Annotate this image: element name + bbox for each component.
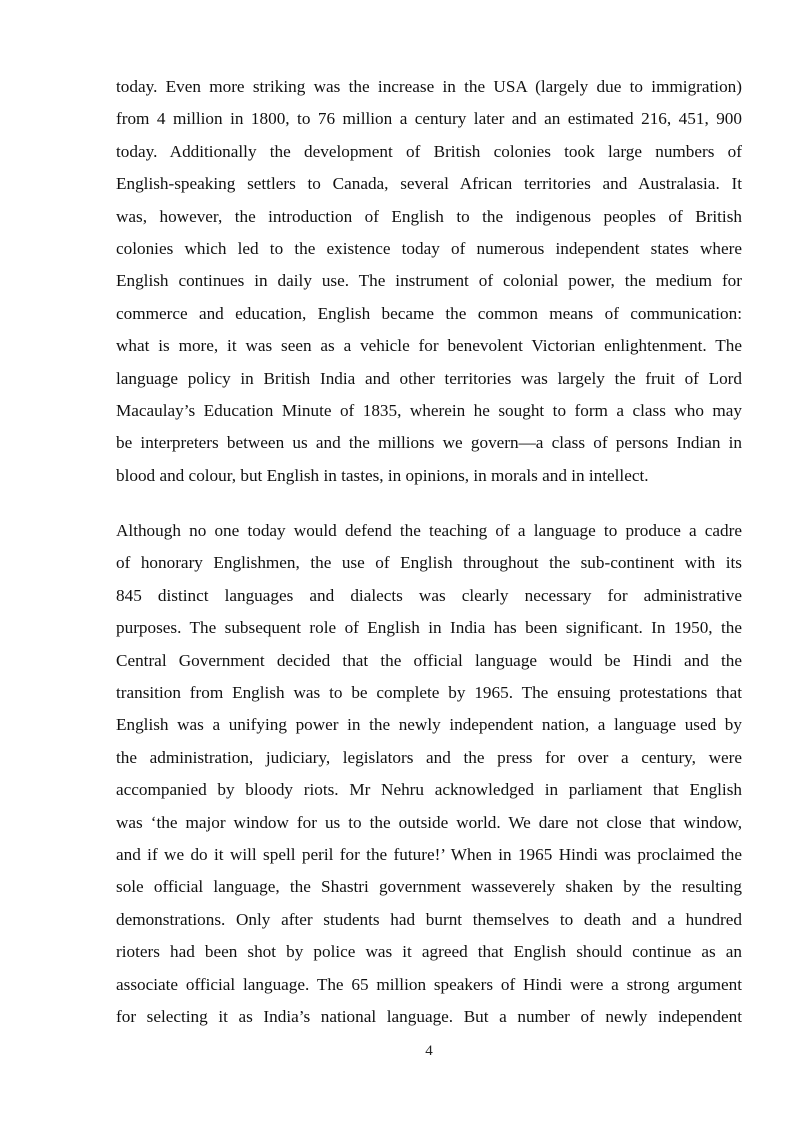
text-line: was, however, the introduction of English to the indigenous peoples of British — [116, 206, 742, 226]
paragraph-1 — [116, 71, 742, 492]
text-line: rioters had been shot by police was it agreed that English should continue as an — [116, 942, 742, 962]
text-line: transition from English was to be complete by 1965. The ensuing protestations that — [116, 683, 742, 703]
text-line: be interpreters between us and the millions we govern—a class of persons Indian in — [116, 433, 742, 453]
text-line: 845 distinct languages and dialects was clearly necessary for administrative — [116, 585, 742, 605]
paragraph-2 — [116, 515, 742, 1034]
text-line: sole official language, the Shastri government wasseverely shaken by the resulting — [116, 877, 742, 897]
text-line: and if we do it will spell peril for the future!’ When in 1965 Hindi was proclaimed the — [116, 845, 742, 865]
text-line: English-speaking settlers to Canada, several African territories and Australasia. It — [116, 174, 742, 194]
text-line: language policy in British India and other territories was largely the fruit of Lord — [116, 368, 742, 388]
text-line: the administration, judiciary, legislators and the press for over a century, were — [116, 747, 742, 767]
text-line: Although no one today would defend the teaching of a language to produce a cadre — [116, 521, 742, 540]
text-line: what is more, it was seen as a vehicle for benevolent Victorian enlightenment. The — [116, 336, 742, 356]
text-line: purposes. The subsequent role of English in India has been significant. In 1950, the — [116, 618, 742, 638]
text-line: colonies which led to the existence today of numerous independent states where — [116, 239, 742, 259]
text-line: of honorary Englishmen, the use of English throughout the sub-continent with its — [116, 553, 742, 573]
text-line: from 4 million in 1800, to 76 million a century later and an estimated 216, 451, 900 — [116, 109, 742, 129]
text-line: commerce and education, English became the common means of communication: — [116, 303, 742, 323]
text-line: today. Even more striking was the increase in the USA (largely due to immigration) — [116, 77, 742, 96]
text-line: demonstrations. Only after students had burnt themselves to death and a hundred — [116, 909, 742, 929]
text-line: English continues in daily use. The instrument of colonial power, the medium for — [116, 271, 742, 291]
text-line: accompanied by bloody riots. Mr Nehru acknowledged in parliament that English — [116, 780, 742, 800]
text-line: today. Additionally the development of British colonies took large numbers of — [116, 141, 742, 161]
text-line: was ‘the major window for us to the outside world. We dare not close that window, — [116, 812, 742, 832]
page-number: 4 — [425, 1043, 433, 1059]
text-line: Central Government decided that the official language would be Hindi and the — [116, 650, 742, 670]
text-line: associate official language. The 65 million speakers of Hindi were a strong argument — [116, 974, 742, 994]
text-line: for selecting it as India’s national language. But a number of newly independent — [116, 1007, 742, 1027]
text-line: blood and colour, but English in tastes, in opinions, in morals and in intellect. — [116, 465, 649, 485]
text-line: Macaulay’s Education Minute of 1835, wherein he sought to form a class who may — [116, 401, 742, 421]
text-line: English was a unifying power in the newly independent nation, a language used by — [116, 715, 742, 735]
